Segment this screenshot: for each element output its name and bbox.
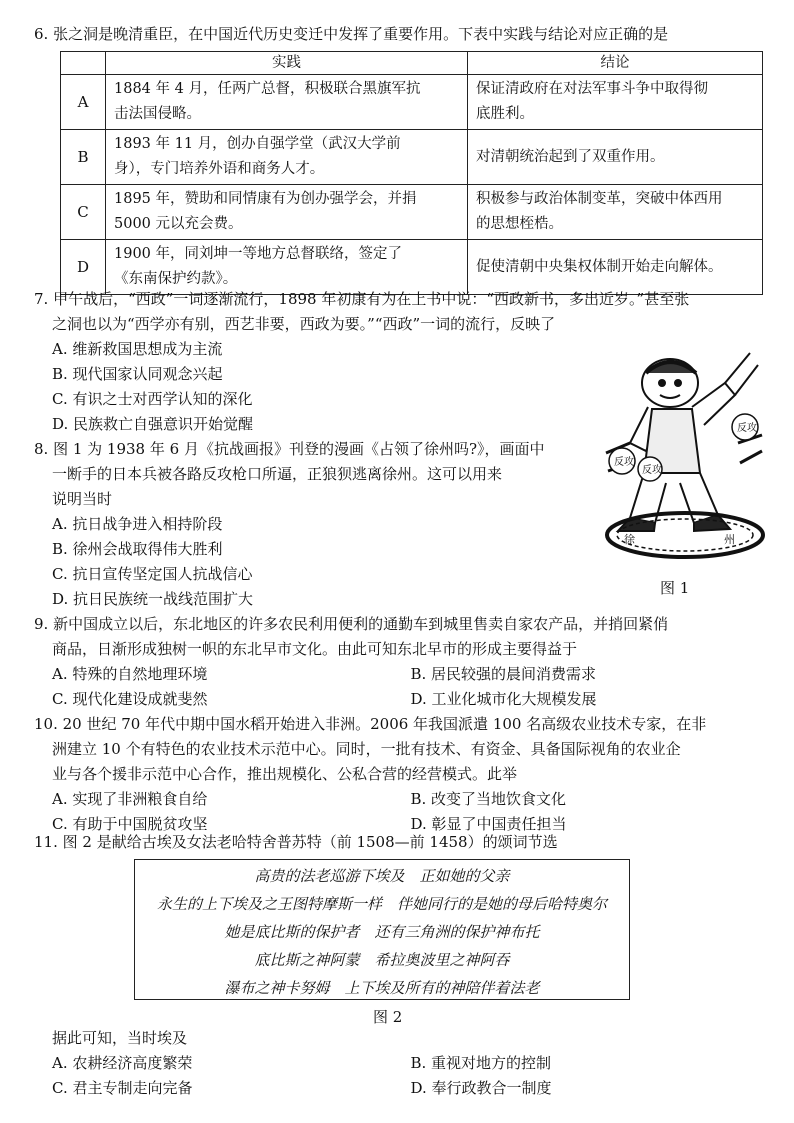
cartoon-label-counterattack: 反攻 xyxy=(642,465,662,476)
q10-options-row xyxy=(34,787,769,812)
q11-option-a[interactable]: A. 农耕经济高度繁荣 xyxy=(52,1054,193,1072)
q8-stem-line: 一断手的日本兵被各路反攻枪口所逼，正狼狈逃离徐州。这可以用来 xyxy=(52,465,503,483)
figure-2-poem-box xyxy=(134,859,630,1000)
practice-line: 身），专门培养外语和商务人才。 xyxy=(114,161,325,177)
conclusion-line: 对清朝统治起到了双重作用。 xyxy=(476,148,665,165)
practice-line: 1884 年 4 月，任两广总督，积极联合黑旗军抗 xyxy=(114,81,421,97)
q9-stem-line: 商品，日渐形成独树一帜的东北早市文化。由此可知东北早市的形成主要得益于 xyxy=(52,640,578,658)
q7-stem-line: 7. 甲午战后，“西政”一词逐渐流行，1898 年初康有为在上书中说：“西政新书，多出近岁。”甚至张 xyxy=(34,290,690,308)
conclusion-line: 的思想桎梏。 xyxy=(476,216,563,232)
q10-stem-line: 业与各个援非示范中心合作，推出规模化、公私合营的经营模式。此举 xyxy=(52,765,518,783)
poem-line: 瀑布之神卡努姆 上下埃及所有的神陪伴着法老 xyxy=(224,979,540,997)
row-letter: C xyxy=(61,185,106,240)
conclusion-line: 促使清朝中央集权体制开始走向解体。 xyxy=(476,258,723,275)
q9-options-row xyxy=(34,662,769,687)
q9-block xyxy=(34,612,769,712)
q11-options-row xyxy=(34,1076,769,1101)
q10-option-d[interactable]: D. 彰显了中国责任担当 xyxy=(410,815,567,833)
poem-line: 高贵的法老巡游下埃及 正如她的父亲 xyxy=(254,867,510,885)
q11-stem: 11. 图 2 是献给古埃及女法老哈特舍普苏特（前 1508—前 1458）的颂词节选 xyxy=(34,833,558,851)
row-letter: D xyxy=(61,240,106,295)
q9-option-a[interactable]: A. 特殊的自然地理环境 xyxy=(52,665,208,683)
table-header-practice: 实践 xyxy=(106,52,468,75)
table-row xyxy=(61,130,763,185)
poem-line: 她是底比斯的保护者 还有三角洲的保护神布托 xyxy=(224,923,540,941)
cartoon-figure-1 xyxy=(600,343,765,565)
q11-lead: 据此可知，当时埃及 xyxy=(52,1029,188,1047)
practice-line: 5000 元以充会费。 xyxy=(114,216,243,232)
q7-option-b[interactable]: B. 现代国家认同观念兴起 xyxy=(52,365,223,383)
conclusion-line: 积极参与政治体制变革，突破中体西用 xyxy=(476,191,723,207)
q9-options-row xyxy=(34,687,769,712)
q8-stem-line: 8. 图 1 为 1938 年 6 月《抗战画报》刊登的漫画《占领了徐州吗?》，画面中 xyxy=(34,440,545,458)
q7-stem-line: 之洞也以为“西学亦有别，西艺非要，西政为要。”“西政”一词的流行，反映了 xyxy=(52,315,556,333)
row-practice xyxy=(106,130,468,185)
poem-line: 永生的上下埃及之王图特摩斯一样 伴她同行的是她的母后哈特奥尔 xyxy=(156,895,607,913)
row-practice xyxy=(106,185,468,240)
cartoon-label-counterattack: 反攻 xyxy=(737,423,757,434)
q10-block xyxy=(34,712,769,837)
practice-line: 1893 年 11 月，创办自强学堂（武汉大学前 xyxy=(114,136,401,152)
q11-option-d[interactable]: D. 奉行政教合一制度 xyxy=(410,1079,552,1097)
q9-stem-line: 9. 新中国成立以后，东北地区的许多农民利用便利的通勤车到城里售卖自家农产品，并捎回紧俏 xyxy=(34,615,669,633)
cartoon-label-zhou: 州 xyxy=(724,533,735,546)
row-letter: B xyxy=(61,130,106,185)
row-conclusion xyxy=(468,130,763,185)
q11-option-c[interactable]: C. 君主专制走向完备 xyxy=(52,1079,193,1097)
q10-option-c[interactable]: C. 有助于中国脱贫攻坚 xyxy=(52,815,208,833)
q8-option-d[interactable]: D. 抗日民族统一战线范围扩大 xyxy=(52,590,254,608)
practice-line: 击法国侵略。 xyxy=(114,106,201,122)
practice-line: 1900 年，同刘坤一等地方总督联络，签定了 xyxy=(114,246,403,262)
conclusion-line: 保证清政府在对法军事斗争中取得彻 xyxy=(476,81,708,97)
q11-answer-block xyxy=(34,1026,769,1101)
q10-stem-line: 10. 20 世纪 70 年代中期中国水稻开始进入非洲。2006 年我国派遣 100 名高级农业技术专家，在非 xyxy=(34,715,707,733)
q6-table xyxy=(60,51,763,295)
row-letter: A xyxy=(61,75,106,130)
practice-line: 1895 年，赞助和同情康有为创办强学会，并捐 xyxy=(114,191,417,207)
q8-option-c[interactable]: C. 抗日宣传坚定国人抗战信心 xyxy=(52,565,253,583)
q9-option-b[interactable]: B. 居民较强的晨间消费需求 xyxy=(410,665,597,683)
q9-option-c[interactable]: C. 现代化建设成就斐然 xyxy=(52,690,208,708)
cartoon-label-counterattack: 反攻 xyxy=(614,457,634,468)
table-row xyxy=(61,185,763,240)
table-header-conclusion: 结论 xyxy=(468,52,763,75)
practice-line: 《东南保护约款》。 xyxy=(114,271,238,287)
q10-stem-line: 洲建立 10 个有特色的农业技术示范中心。同时，一批有技术、有资金、具备国际视角的农业企 xyxy=(52,740,681,758)
q8-option-a[interactable]: A. 抗日战争进入相持阶段 xyxy=(52,515,223,533)
q8-option-b[interactable]: B. 徐州会战取得伟大胜利 xyxy=(52,540,223,558)
q6-stem: 6. 张之洞是晚清重臣，在中国近代历史变迁中发挥了重要作用。下表中实践与结论对应正确的是 xyxy=(34,25,669,43)
q9-option-d[interactable]: D. 工业化城市化大规模发展 xyxy=(410,690,597,708)
q10-option-b[interactable]: B. 改变了当地饮食文化 xyxy=(410,790,567,808)
table-header-blank xyxy=(61,52,106,75)
q8-block xyxy=(34,437,594,612)
cartoon-label-xu: 徐 xyxy=(624,533,635,546)
q7-option-c[interactable]: C. 有识之士对西学认知的深化 xyxy=(52,390,253,408)
poem-line: 底比斯之神阿蒙 希拉奥波里之神阿吞 xyxy=(254,951,510,969)
conclusion-line: 底胜利。 xyxy=(476,106,534,122)
row-practice xyxy=(106,75,468,130)
q11-option-b[interactable]: B. 重视对地方的控制 xyxy=(410,1054,552,1072)
q10-option-a[interactable]: A. 实现了非洲粮食自给 xyxy=(52,790,208,808)
figure-2-caption: 图 2 xyxy=(373,1008,403,1026)
q7-option-a[interactable]: A. 维新救国思想成为主流 xyxy=(52,340,223,358)
row-conclusion xyxy=(468,75,763,130)
table-row xyxy=(61,75,763,130)
q8-stem-line: 说明当时 xyxy=(52,490,113,508)
q11-options-row xyxy=(34,1051,769,1076)
figure-1-caption: 图 1 xyxy=(660,579,690,597)
row-conclusion xyxy=(468,185,763,240)
q7-option-d[interactable]: D. 民族救亡自强意识开始觉醒 xyxy=(52,415,254,433)
